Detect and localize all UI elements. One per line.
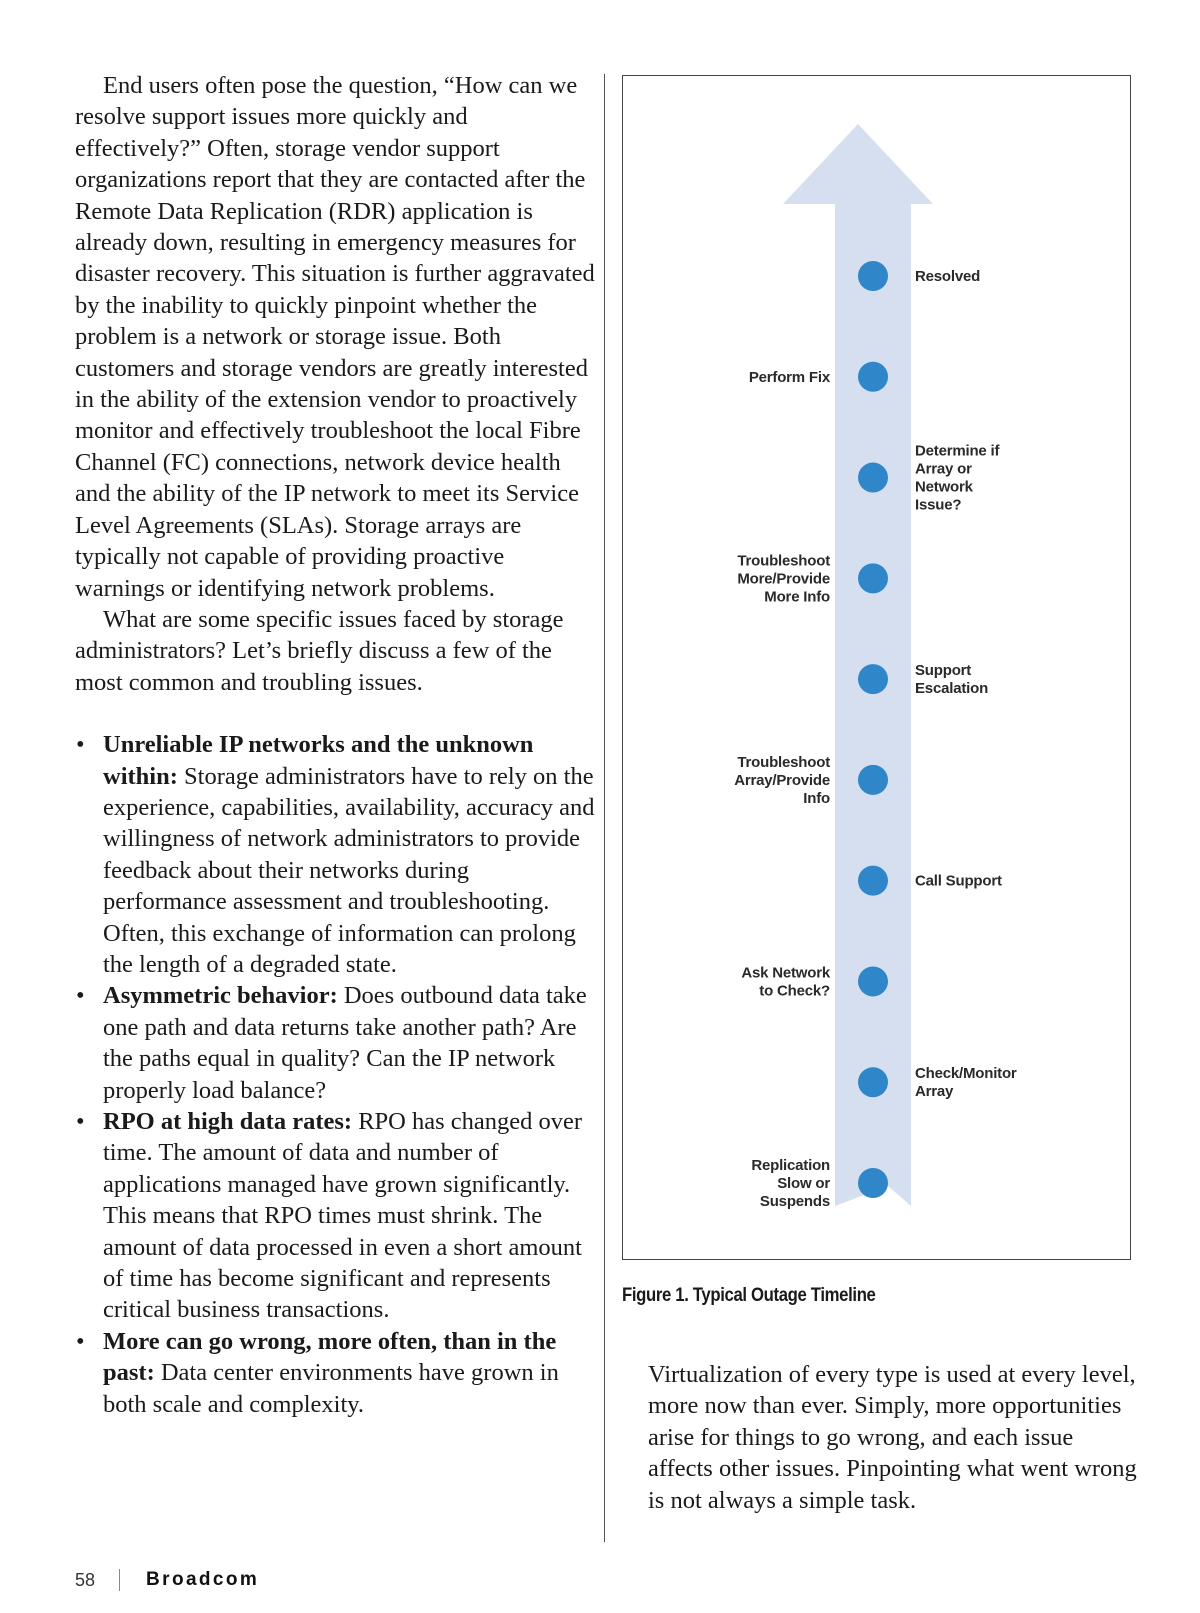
timeline-step-label: Ask Network to Check? [741,964,830,1000]
figure-caption: Figure 1. Typical Outage Timeline [622,1285,876,1306]
brand-name: Broadcom [146,1569,260,1590]
bullet-title: RPO at high data rates: [103,1108,353,1135]
timeline-arrow-icon [783,124,933,1206]
footer-separator [119,1569,120,1591]
bullet-text: Does outbound data take one path and data returns take another path? Are the paths equal in quality? Can the IP network properly load balance? [103,982,587,1104]
timeline-step-marker [858,1168,888,1198]
list-item [75,1106,595,1326]
timeline-step-label: Replication Slow or Suspends [751,1157,830,1210]
timeline-step-marker [858,362,888,392]
page-footer [75,1567,259,1593]
timeline-step-marker [858,463,888,493]
issues-list [75,729,595,1420]
bullet-title: Asymmetric behavior: [103,982,338,1010]
timeline-step-marker [858,261,888,291]
left-column [75,70,595,1420]
timeline-step-marker [858,563,888,593]
bullet-text: Storage administrators have to rely on the experience, capabilities, availability, accuracy and willingness of network administrators to provide feedback about their networks during performance assessment and troubleshooting. Often, this exchange of information can prolong the length of a degraded state. [103,762,595,978]
right-column [648,1359,1138,1516]
body-paragraph: What are some specific issues faced by storage administrators? Let’s briefly discuss a few of the most common and troubling issues. [75,605,564,696]
outage-timeline-figure [622,75,1131,1260]
timeline-step-label: Troubleshoot Array/Provide Info [734,753,830,807]
bullet-title: More can go wrong, more often, than in the past: [103,1327,557,1387]
timeline-step-label: Check/Monitor Array [915,1065,1017,1101]
timeline-step-label: Troubleshoot More/Provide More Info [737,552,830,606]
bullet-text: Data center environments have grown in both scale and complexity. [103,1359,559,1418]
body-paragraph: End users often pose the question, “How can we resolve support issues more quickly and effectively?” Often, storage vendor support organizations report that they are contacted after the Remote Data Replication (RDR) application is already down, resulting in emergency measures for disaster recovery. This situation is further aggravated by the inability to quickly pinpoint whether the problem is a network or storage issue. Both customers and storage vendors are greatly interested in the ability of the extension vendor to proactively monitor and effectively troubleshoot the local Fibre Channel (FC) connections, network device health and the ability of the IP network to meet its Service Level Agreements (SLAs). Storage arrays are typically not capable of providing proactive warnings or identifying network problems. [75,72,595,602]
column-divider [604,74,605,1542]
timeline-step-label: Support Escalation [915,662,989,698]
list-item [75,1326,595,1420]
timeline-step-label: Determine if Array or Network Issue? [915,442,1000,514]
timeline-diagram [623,76,1132,1261]
body-paragraph: Virtualization of every type is used at every level, more now than ever. Simply, more opportunities arise for things to go wrong, and each issue affects other issues. Pinpointing what went wrong is not always a simple task. [648,1361,1137,1514]
timeline-step-label: Resolved [915,268,981,285]
timeline-step-marker [858,966,888,996]
bullet-title: Unreliable IP networks and the unknown within: [103,731,534,790]
timeline-step-marker [858,664,888,694]
list-item [75,729,595,980]
timeline-step-marker [858,1067,888,1097]
timeline-step-marker [858,765,888,795]
timeline-step-label: Perform Fix [748,368,830,386]
bullet-text: RPO has changed over time. The amount of data and number of applications managed have grown significantly. This means that RPO times must shrink. The amount of data processed in even a short amount of time has become significant and represents critical business transactions. [103,1108,583,1324]
list-item [75,980,595,1106]
page-number: 58 [75,1569,96,1590]
timeline-step-label: Call Support [915,872,1002,890]
timeline-step-marker [858,866,888,896]
